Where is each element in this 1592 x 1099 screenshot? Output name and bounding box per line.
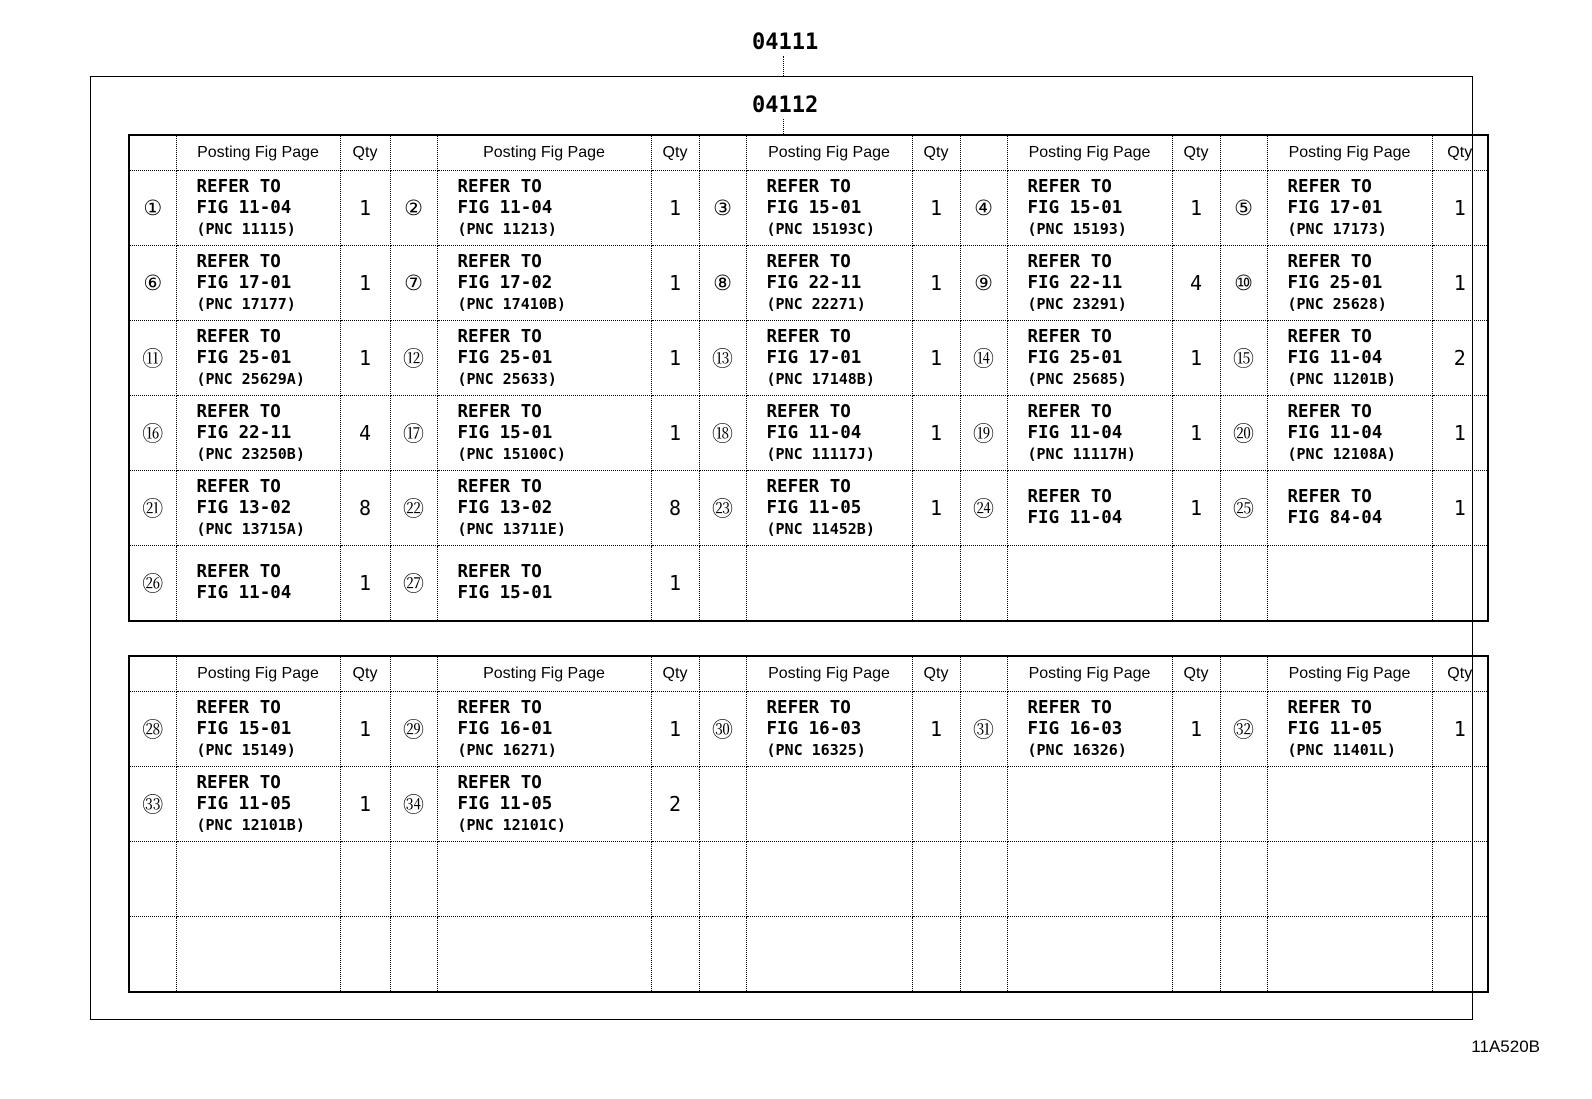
refer-to-text: REFER TO bbox=[766, 252, 851, 272]
reference-cell bbox=[176, 546, 340, 622]
quantity-cell: 1 bbox=[1432, 246, 1488, 321]
reference-cell bbox=[746, 396, 912, 471]
callout-number bbox=[699, 842, 746, 917]
callout-number: ⑫ bbox=[390, 321, 437, 396]
quantity-cell bbox=[1172, 767, 1220, 842]
refer-to-text: REFER TO bbox=[1287, 487, 1372, 507]
table-row bbox=[129, 321, 1488, 396]
reference-cell bbox=[746, 321, 912, 396]
refer-to-text: REFER TO bbox=[766, 402, 851, 422]
pnc-reference: (PNC 25629A) bbox=[196, 370, 305, 388]
refer-to-text: REFER TO bbox=[196, 773, 281, 793]
callout-number bbox=[390, 917, 437, 993]
inner-assembly-label: 04112 bbox=[752, 93, 819, 118]
callout-number: ⑳ bbox=[1220, 396, 1267, 471]
header-index-cell bbox=[390, 656, 437, 692]
figure-reference: FIG 11-04 bbox=[196, 583, 292, 603]
reference-cell bbox=[176, 842, 340, 917]
callout-number bbox=[1220, 546, 1267, 622]
reference-cell bbox=[1267, 767, 1432, 842]
header-index-cell bbox=[960, 656, 1007, 692]
quantity-cell: 8 bbox=[651, 471, 699, 546]
header-index-cell bbox=[699, 656, 746, 692]
reference-cell bbox=[746, 842, 912, 917]
reference-cell bbox=[746, 546, 912, 622]
quantity-cell bbox=[340, 917, 390, 993]
header-qty: Qty bbox=[651, 656, 699, 692]
reference-cell bbox=[1267, 246, 1432, 321]
quantity-cell: 1 bbox=[340, 321, 390, 396]
quantity-cell: 1 bbox=[912, 692, 960, 767]
table-row bbox=[129, 842, 1488, 917]
quantity-cell: 1 bbox=[912, 246, 960, 321]
callout-number: ⑨ bbox=[960, 246, 1007, 321]
quantity-cell bbox=[1172, 917, 1220, 993]
callout-number bbox=[1220, 917, 1267, 993]
reference-cell bbox=[1007, 692, 1172, 767]
table-row bbox=[129, 767, 1488, 842]
reference-cell bbox=[176, 692, 340, 767]
reference-cell bbox=[1007, 546, 1172, 622]
callout-number: ⑱ bbox=[699, 396, 746, 471]
refer-to-text: REFER TO bbox=[457, 477, 542, 497]
reference-cell bbox=[176, 917, 340, 993]
figure-reference: FIG 16-03 bbox=[1027, 719, 1123, 739]
figure-reference: FIG 16-03 bbox=[766, 719, 862, 739]
callout-number bbox=[960, 546, 1007, 622]
quantity-cell: 1 bbox=[1432, 692, 1488, 767]
header-qty: Qty bbox=[651, 135, 699, 171]
quantity-cell: 1 bbox=[1172, 321, 1220, 396]
reference-cell bbox=[746, 246, 912, 321]
refer-to-text: REFER TO bbox=[457, 698, 542, 718]
header-posting-fig-page: Posting Fig Page bbox=[437, 656, 651, 692]
reference-cell bbox=[1267, 917, 1432, 993]
quantity-cell: 4 bbox=[1172, 246, 1220, 321]
figure-reference: FIG 11-04 bbox=[457, 198, 553, 218]
header-index-cell bbox=[699, 135, 746, 171]
figure-reference: FIG 17-01 bbox=[1287, 198, 1383, 218]
refer-to-text: REFER TO bbox=[196, 252, 281, 272]
callout-number bbox=[699, 546, 746, 622]
header-qty: Qty bbox=[1432, 135, 1488, 171]
refer-to-text: REFER TO bbox=[1287, 252, 1372, 272]
quantity-cell: 1 bbox=[651, 321, 699, 396]
outer-assembly-label: 04111 bbox=[752, 30, 819, 55]
callout-number: ⑥ bbox=[129, 246, 176, 321]
reference-cell bbox=[176, 471, 340, 546]
figure-reference: FIG 17-01 bbox=[196, 273, 292, 293]
reference-cell bbox=[1267, 171, 1432, 246]
callout-number: ① bbox=[129, 171, 176, 246]
table-row bbox=[129, 471, 1488, 546]
quantity-cell: 1 bbox=[1172, 692, 1220, 767]
refer-to-text: REFER TO bbox=[1287, 177, 1372, 197]
header-posting-fig-page: Posting Fig Page bbox=[176, 135, 340, 171]
header-qty: Qty bbox=[1172, 135, 1220, 171]
figure-reference: FIG 11-05 bbox=[1287, 719, 1383, 739]
quantity-cell: 2 bbox=[1432, 321, 1488, 396]
reference-cell bbox=[437, 321, 651, 396]
header-qty: Qty bbox=[1432, 656, 1488, 692]
pnc-reference: (PNC 15100C) bbox=[457, 445, 566, 463]
callout-number: ㉙ bbox=[390, 692, 437, 767]
pnc-reference: (PNC 15193) bbox=[1027, 220, 1127, 238]
callout-number bbox=[699, 917, 746, 993]
callout-number: ⑬ bbox=[699, 321, 746, 396]
refer-to-text: REFER TO bbox=[766, 698, 851, 718]
callout-number bbox=[1220, 767, 1267, 842]
reference-cell bbox=[1267, 546, 1432, 622]
callout-number: ⑩ bbox=[1220, 246, 1267, 321]
pnc-reference: (PNC 22271) bbox=[766, 295, 866, 313]
quantity-cell: 1 bbox=[651, 171, 699, 246]
quantity-cell: 1 bbox=[340, 692, 390, 767]
refer-to-text: REFER TO bbox=[457, 252, 542, 272]
callout-number: ⑭ bbox=[960, 321, 1007, 396]
header-posting-fig-page: Posting Fig Page bbox=[437, 135, 651, 171]
reference-cell bbox=[746, 471, 912, 546]
header-posting-fig-page: Posting Fig Page bbox=[1267, 656, 1432, 692]
pnc-reference: (PNC 11201B) bbox=[1287, 370, 1396, 388]
header-qty: Qty bbox=[912, 656, 960, 692]
figure-reference: FIG 11-04 bbox=[1027, 423, 1123, 443]
figure-reference: FIG 13-02 bbox=[457, 498, 553, 518]
figure-reference: FIG 11-04 bbox=[1287, 423, 1383, 443]
figure-reference: FIG 11-04 bbox=[1027, 508, 1123, 528]
pnc-reference: (PNC 11115) bbox=[196, 220, 296, 238]
pnc-reference: (PNC 12101C) bbox=[457, 816, 566, 834]
callout-number: ⑧ bbox=[699, 246, 746, 321]
callout-number bbox=[390, 842, 437, 917]
callout-number: ㉚ bbox=[699, 692, 746, 767]
table-row bbox=[129, 171, 1488, 246]
figure-reference: FIG 17-02 bbox=[457, 273, 553, 293]
quantity-cell bbox=[651, 917, 699, 993]
table-row bbox=[129, 692, 1488, 767]
header-posting-fig-page: Posting Fig Page bbox=[1007, 135, 1172, 171]
quantity-cell: 1 bbox=[340, 246, 390, 321]
quantity-cell: 1 bbox=[340, 171, 390, 246]
refer-to-text: REFER TO bbox=[196, 177, 281, 197]
pnc-reference: (PNC 16326) bbox=[1027, 741, 1127, 759]
reference-cell bbox=[437, 546, 651, 622]
quantity-cell: 1 bbox=[340, 546, 390, 622]
quantity-cell: 4 bbox=[340, 396, 390, 471]
figure-reference: FIG 22-11 bbox=[196, 423, 292, 443]
pnc-reference: (PNC 13711E) bbox=[457, 520, 566, 538]
pnc-reference: (PNC 11401L) bbox=[1287, 741, 1396, 759]
refer-to-text: REFER TO bbox=[1027, 252, 1112, 272]
callout-number: ㉒ bbox=[390, 471, 437, 546]
header-qty: Qty bbox=[340, 135, 390, 171]
refer-to-text: REFER TO bbox=[196, 562, 281, 582]
reference-cell bbox=[437, 171, 651, 246]
quantity-cell: 1 bbox=[1432, 171, 1488, 246]
refer-to-text: REFER TO bbox=[766, 477, 851, 497]
reference-table-2 bbox=[128, 655, 1489, 993]
figure-reference: FIG 11-04 bbox=[196, 198, 292, 218]
pnc-reference: (PNC 17177) bbox=[196, 295, 296, 313]
refer-to-text: REFER TO bbox=[457, 562, 542, 582]
reference-cell bbox=[176, 321, 340, 396]
callout-number: ⑦ bbox=[390, 246, 437, 321]
quantity-cell bbox=[1432, 767, 1488, 842]
table-header-row bbox=[129, 135, 1488, 171]
table-row bbox=[129, 917, 1488, 993]
quantity-cell bbox=[1432, 842, 1488, 917]
callout-number: ㉝ bbox=[129, 767, 176, 842]
refer-to-text: REFER TO bbox=[1287, 698, 1372, 718]
callout-number bbox=[960, 842, 1007, 917]
reference-cell bbox=[176, 246, 340, 321]
reference-cell bbox=[1267, 471, 1432, 546]
callout-number: ㉓ bbox=[699, 471, 746, 546]
quantity-cell: 1 bbox=[1172, 171, 1220, 246]
header-index-cell bbox=[1220, 656, 1267, 692]
table-row bbox=[129, 246, 1488, 321]
figure-reference: FIG 11-05 bbox=[196, 794, 292, 814]
header-qty: Qty bbox=[912, 135, 960, 171]
figure-reference: FIG 11-04 bbox=[766, 423, 862, 443]
quantity-cell: 1 bbox=[651, 546, 699, 622]
callout-number: ④ bbox=[960, 171, 1007, 246]
reference-cell bbox=[746, 171, 912, 246]
quantity-cell bbox=[1432, 546, 1488, 622]
header-posting-fig-page: Posting Fig Page bbox=[1007, 656, 1172, 692]
quantity-cell bbox=[1432, 917, 1488, 993]
quantity-cell: 1 bbox=[651, 396, 699, 471]
callout-number: ㉞ bbox=[390, 767, 437, 842]
refer-to-text: REFER TO bbox=[457, 327, 542, 347]
figure-reference: FIG 16-01 bbox=[457, 719, 553, 739]
pnc-reference: (PNC 25685) bbox=[1027, 370, 1127, 388]
callout-number: ㉖ bbox=[129, 546, 176, 622]
figure-reference: FIG 25-01 bbox=[196, 348, 292, 368]
callout-number: ㉗ bbox=[390, 546, 437, 622]
refer-to-text: REFER TO bbox=[766, 177, 851, 197]
reference-table-1 bbox=[128, 134, 1489, 622]
header-index-cell bbox=[129, 135, 176, 171]
reference-cell bbox=[1007, 321, 1172, 396]
pnc-reference: (PNC 12108A) bbox=[1287, 445, 1396, 463]
refer-to-text: REFER TO bbox=[196, 698, 281, 718]
reference-cell bbox=[176, 171, 340, 246]
refer-to-text: REFER TO bbox=[1027, 487, 1112, 507]
refer-to-text: REFER TO bbox=[1027, 698, 1112, 718]
callout-number bbox=[960, 767, 1007, 842]
refer-to-text: REFER TO bbox=[1287, 402, 1372, 422]
reference-cell bbox=[746, 917, 912, 993]
figure-reference: FIG 17-01 bbox=[766, 348, 862, 368]
callout-number: ⑯ bbox=[129, 396, 176, 471]
quantity-cell bbox=[651, 842, 699, 917]
reference-cell bbox=[437, 692, 651, 767]
callout-number: ㉔ bbox=[960, 471, 1007, 546]
figure-reference: FIG 25-01 bbox=[1027, 348, 1123, 368]
figure-reference: FIG 25-01 bbox=[457, 348, 553, 368]
reference-cell bbox=[1007, 246, 1172, 321]
pnc-reference: (PNC 15149) bbox=[196, 741, 296, 759]
reference-cell bbox=[1267, 692, 1432, 767]
header-posting-fig-page: Posting Fig Page bbox=[746, 656, 912, 692]
quantity-cell bbox=[912, 842, 960, 917]
figure-reference: FIG 15-01 bbox=[196, 719, 292, 739]
reference-cell bbox=[437, 246, 651, 321]
refer-to-text: REFER TO bbox=[766, 327, 851, 347]
reference-cell bbox=[746, 767, 912, 842]
quantity-cell bbox=[1172, 546, 1220, 622]
reference-cell bbox=[176, 396, 340, 471]
pnc-reference: (PNC 11117J) bbox=[766, 445, 875, 463]
pnc-reference: (PNC 17173) bbox=[1287, 220, 1387, 238]
pnc-reference: (PNC 11452B) bbox=[766, 520, 875, 538]
callout-number bbox=[699, 767, 746, 842]
quantity-cell: 1 bbox=[340, 767, 390, 842]
refer-to-text: REFER TO bbox=[1027, 177, 1112, 197]
callout-number: ② bbox=[390, 171, 437, 246]
figure-reference: FIG 11-05 bbox=[766, 498, 862, 518]
figure-reference: FIG 15-01 bbox=[457, 583, 553, 603]
pnc-reference: (PNC 16271) bbox=[457, 741, 557, 759]
quantity-cell: 1 bbox=[912, 321, 960, 396]
reference-cell bbox=[176, 767, 340, 842]
pnc-reference: (PNC 12101B) bbox=[196, 816, 305, 834]
refer-to-text: REFER TO bbox=[196, 477, 281, 497]
reference-cell bbox=[1007, 842, 1172, 917]
figure-reference: FIG 11-04 bbox=[1287, 348, 1383, 368]
refer-to-text: REFER TO bbox=[457, 773, 542, 793]
quantity-cell bbox=[340, 842, 390, 917]
header-qty: Qty bbox=[340, 656, 390, 692]
pnc-reference: (PNC 11117H) bbox=[1027, 445, 1136, 463]
pnc-reference: (PNC 25628) bbox=[1287, 295, 1387, 313]
header-index-cell bbox=[960, 135, 1007, 171]
header-posting-fig-page: Posting Fig Page bbox=[1267, 135, 1432, 171]
reference-cell bbox=[746, 692, 912, 767]
outer-leader-line bbox=[783, 56, 784, 76]
quantity-cell: 1 bbox=[912, 171, 960, 246]
quantity-cell: 8 bbox=[340, 471, 390, 546]
reference-cell bbox=[437, 917, 651, 993]
refer-to-text: REFER TO bbox=[457, 402, 542, 422]
figure-reference: FIG 22-11 bbox=[766, 273, 862, 293]
quantity-cell: 1 bbox=[651, 246, 699, 321]
quantity-cell bbox=[912, 767, 960, 842]
figure-reference: FIG 22-11 bbox=[1027, 273, 1123, 293]
callout-number bbox=[129, 842, 176, 917]
table-row bbox=[129, 396, 1488, 471]
figure-reference: FIG 15-01 bbox=[1027, 198, 1123, 218]
quantity-cell: 1 bbox=[1432, 471, 1488, 546]
pnc-reference: (PNC 11213) bbox=[457, 220, 557, 238]
refer-to-text: REFER TO bbox=[1027, 327, 1112, 347]
quantity-cell: 1 bbox=[912, 396, 960, 471]
callout-number: ㉕ bbox=[1220, 471, 1267, 546]
pnc-reference: (PNC 13715A) bbox=[196, 520, 305, 538]
figure-reference: FIG 13-02 bbox=[196, 498, 292, 518]
callout-number bbox=[1220, 842, 1267, 917]
quantity-cell: 1 bbox=[1172, 471, 1220, 546]
reference-cell bbox=[1007, 171, 1172, 246]
reference-cell bbox=[1007, 917, 1172, 993]
callout-number: ⑮ bbox=[1220, 321, 1267, 396]
figure-reference: FIG 15-01 bbox=[457, 423, 553, 443]
pnc-reference: (PNC 23250B) bbox=[196, 445, 305, 463]
table-row bbox=[129, 546, 1488, 622]
figure-reference: FIG 25-01 bbox=[1287, 273, 1383, 293]
callout-number: ⑰ bbox=[390, 396, 437, 471]
refer-to-text: REFER TO bbox=[1027, 402, 1112, 422]
figure-reference: FIG 84-04 bbox=[1287, 508, 1383, 528]
header-qty: Qty bbox=[1172, 656, 1220, 692]
quantity-cell: 1 bbox=[912, 471, 960, 546]
pnc-reference: (PNC 25633) bbox=[457, 370, 557, 388]
refer-to-text: REFER TO bbox=[196, 327, 281, 347]
refer-to-text: REFER TO bbox=[1287, 327, 1372, 347]
quantity-cell: 1 bbox=[651, 692, 699, 767]
reference-cell bbox=[437, 842, 651, 917]
figure-reference: FIG 11-05 bbox=[457, 794, 553, 814]
callout-number: ③ bbox=[699, 171, 746, 246]
reference-cell bbox=[1267, 842, 1432, 917]
callout-number: ⑪ bbox=[129, 321, 176, 396]
pnc-reference: (PNC 15193C) bbox=[766, 220, 875, 238]
quantity-cell bbox=[1172, 842, 1220, 917]
callout-number: ㉘ bbox=[129, 692, 176, 767]
quantity-cell: 2 bbox=[651, 767, 699, 842]
header-index-cell bbox=[129, 656, 176, 692]
reference-cell bbox=[437, 396, 651, 471]
inner-leader-line bbox=[783, 119, 784, 134]
header-posting-fig-page: Posting Fig Page bbox=[746, 135, 912, 171]
pnc-reference: (PNC 16325) bbox=[766, 741, 866, 759]
header-index-cell bbox=[1220, 135, 1267, 171]
header-posting-fig-page: Posting Fig Page bbox=[176, 656, 340, 692]
callout-number bbox=[129, 917, 176, 993]
header-index-cell bbox=[390, 135, 437, 171]
reference-cell bbox=[1007, 396, 1172, 471]
pnc-reference: (PNC 23291) bbox=[1027, 295, 1127, 313]
figure-reference: FIG 15-01 bbox=[766, 198, 862, 218]
table-header-row bbox=[129, 656, 1488, 692]
callout-number: ⑲ bbox=[960, 396, 1007, 471]
quantity-cell bbox=[912, 546, 960, 622]
callout-number: ㉑ bbox=[129, 471, 176, 546]
reference-cell bbox=[437, 471, 651, 546]
quantity-cell: 1 bbox=[1172, 396, 1220, 471]
quantity-cell bbox=[912, 917, 960, 993]
reference-cell bbox=[1267, 396, 1432, 471]
reference-cell bbox=[1267, 321, 1432, 396]
callout-number: ⑤ bbox=[1220, 171, 1267, 246]
callout-number bbox=[960, 917, 1007, 993]
refer-to-text: REFER TO bbox=[196, 402, 281, 422]
reference-cell bbox=[437, 767, 651, 842]
pnc-reference: (PNC 17148B) bbox=[766, 370, 875, 388]
reference-cell bbox=[1007, 471, 1172, 546]
pnc-reference: (PNC 17410B) bbox=[457, 295, 566, 313]
refer-to-text: REFER TO bbox=[457, 177, 542, 197]
diagram-code: 11A520B bbox=[1471, 1037, 1540, 1056]
reference-cell bbox=[1007, 767, 1172, 842]
quantity-cell: 1 bbox=[1432, 396, 1488, 471]
callout-number: ㉛ bbox=[960, 692, 1007, 767]
callout-number: ㉜ bbox=[1220, 692, 1267, 767]
